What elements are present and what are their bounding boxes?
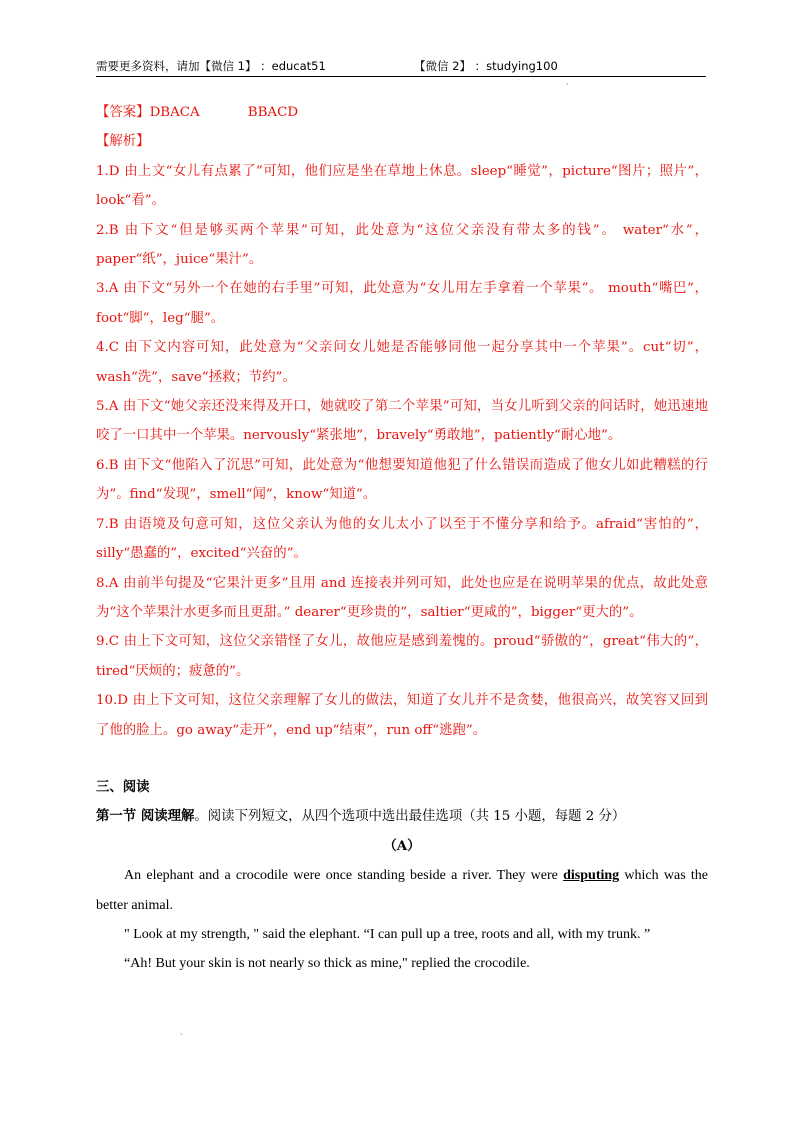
analysis-item-1: 1.D 由上文“女儿有点累了”可知，他们应是坐在草地上休息。sleep“睡觉”，picture“图片；照片”，look“看”。	[96, 163, 708, 209]
analysis-item-2: 2.B 由下文“但是够买两个苹果”可知，此处意为“这位父亲没有带太多的钱”。 water“水”，paper“纸”，juice“果汁”。	[96, 222, 708, 268]
subsection-heading	[96, 802, 708, 831]
decorative-dot: ·	[566, 80, 569, 89]
subsection-title: 第一节 阅读理解	[96, 808, 195, 825]
passage-p1-before: An elephant and a crocodile were once standing beside a river. They were	[124, 868, 564, 884]
analysis-item-9: 9.C 由上下文可知，这位父亲错怪了女儿，故他应是感到羞愧的。proud“骄傲的”，great“伟大的”，tired“厌烦的；疲惫的”。	[96, 634, 708, 679]
analysis-item-7: 7.B 由语境及句意可知，这位父亲认为他的女儿太小了以至于不懂分享和给予。afraid“害怕的”，silly“愚蠢的”，excited“兴奋的”。	[96, 516, 708, 562]
passage-p1-after: which was the better animal.	[96, 868, 708, 913]
section-heading: 三、阅读	[96, 778, 150, 795]
analysis-item-10: 10.D 由上下文可知，这位父亲理解了女儿的做法，知道了女儿并不是贪婪，他很高兴，故笑容又回到了他的脸上。go away“走开”，end up“结束”，run off“逃跑”。	[96, 693, 708, 738]
answer-line	[96, 98, 708, 127]
analysis-item-3: 3.A 由下文“另外一个在她的右手里”可知，此处意为“女儿用左手拿着一个苹果”。 mouth“嘴巴”，foot“脚”，leg“腿”。	[96, 281, 708, 326]
analysis-item-6: 6.B 由下文“他陷入了沉思”可知，此处意为“他想要知道他犯了什么错误而造成了他女儿如此糟糕的行为”。find“发现”，smell“闻”，know“知道”。	[96, 457, 708, 503]
passage-paragraph-3: “Ah! But your skin is not nearly so thick as mine," replied the crocodile.	[124, 956, 530, 972]
header-wechat-2: 【微信 2】 ：studying100	[414, 59, 558, 73]
document-body	[96, 98, 708, 979]
analysis-label: 【解析】	[96, 134, 150, 150]
passage-label: （A）	[383, 837, 421, 854]
subsection-instructions: 。阅读下列短文，从四个选项中选出最佳选项（共 15 小题，每题 2 分）	[194, 809, 626, 825]
answer-label: 【答案】	[96, 105, 150, 120]
passage-paragraph-1	[96, 861, 708, 920]
analysis-item-5: 5.A 由下文“她父亲还没来得及开口，她就咬了第二个苹果”可知，当女儿听到父亲的问话时，她迅速地咬了一口其中一个苹果。nervously“紧张地”，bravely“勇敢地”，patiently“耐心地”。	[96, 399, 708, 444]
answer-part-2: BBACD	[247, 105, 299, 120]
analysis-item-4: 4.C 由下文内容可知，此处意为“父亲问女儿她是否能够同他一起分享其中一个苹果”。cut“切”，wash“洗”，save“拯救；节约”。	[96, 340, 708, 385]
decorative-dot-bottom: ·	[180, 1030, 183, 1039]
header-wechat-1: 需要更多资料，请加【微信 1】 ：educat51	[96, 59, 326, 73]
analysis-item-8: 8.A 由前半句提及“它果汁更多”且用 and 连接表并列可知，此处也应是在说明苹果的优点，故此处意为“这个苹果汁水更多而且更甜。” dearer“更珍贵的”，saltier“更咸的”，bigger“更大的”。	[96, 575, 708, 620]
answer-part-1: DBACA	[149, 105, 200, 120]
page-header	[96, 58, 706, 77]
passage-paragraph-2: " Look at my strength, " said the elephant. “I can pull up a tree, roots and all, with my trunk. ”	[124, 926, 651, 942]
underlined-word: disputing	[563, 868, 620, 884]
